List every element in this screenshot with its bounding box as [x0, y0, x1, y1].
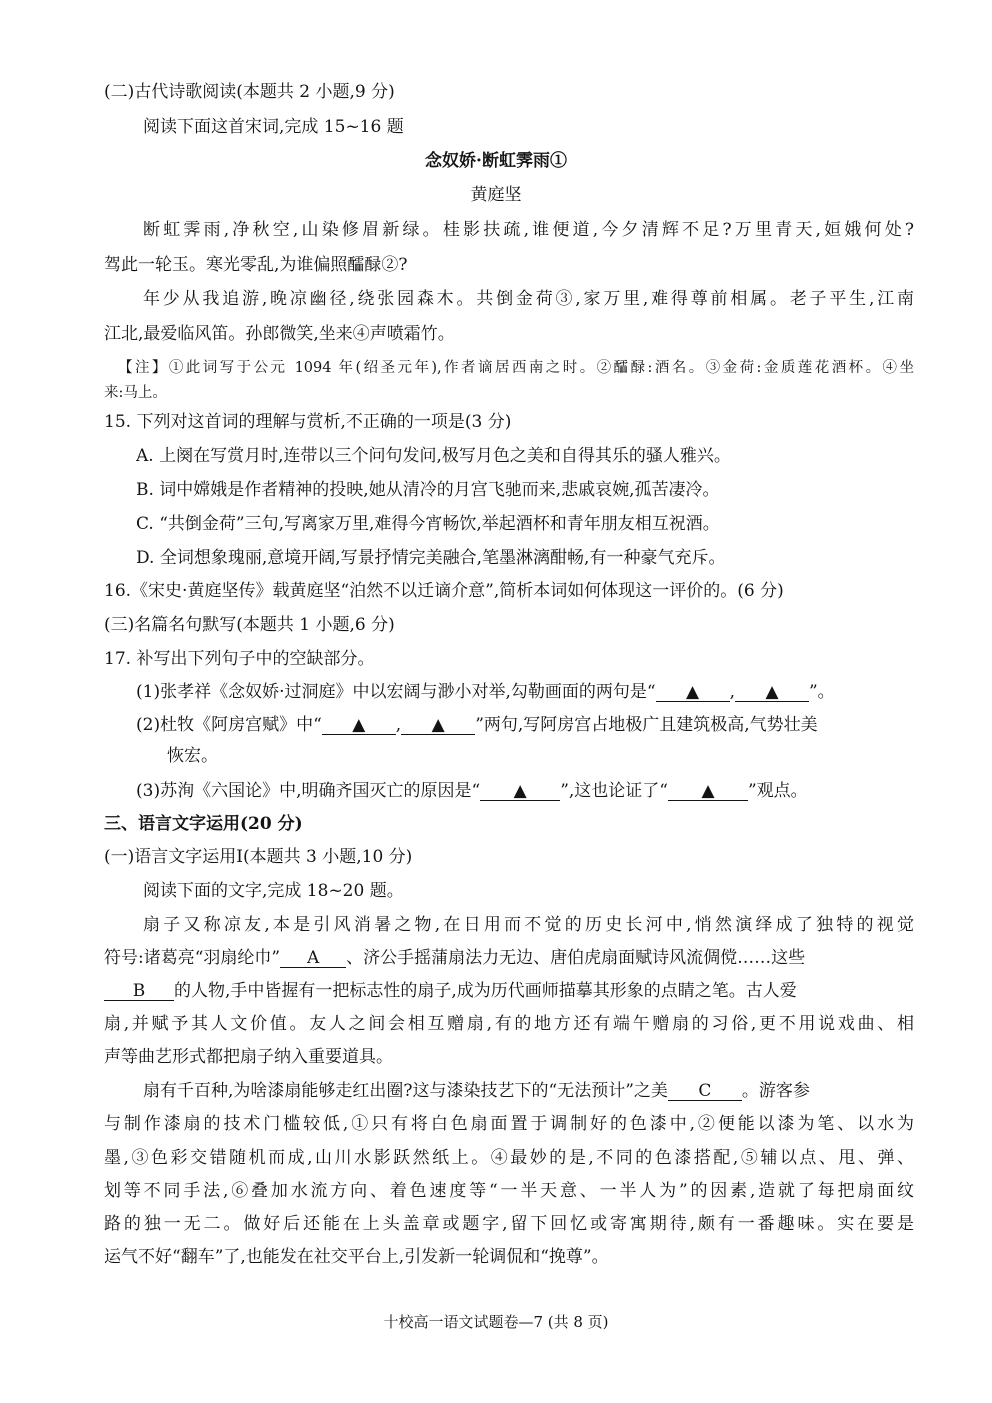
question-17-item-3 [136, 780, 922, 802]
answer-blank[interactable]: ▲ [656, 683, 730, 702]
passage-blank-b[interactable]: B [104, 982, 174, 1001]
item-3-mid: ”,这也论证了“ [560, 781, 668, 801]
notes-line: 来:马上。 [104, 385, 167, 401]
question-17-item-2 [136, 714, 922, 736]
question-17-item-1 [136, 681, 922, 703]
question-15-option-b: B. 词中嫦娥是作者精神的投映,她从清冷的月宫飞驰而来,悲戚哀婉,孤苦凄冷。 [136, 480, 720, 500]
question-15-option-a: A. 上阕在写赏月时,连带以三个问句发问,极写月色之美和自得其乐的骚人雅兴。 [136, 446, 731, 466]
part3-heading: 三、语言文字运用(20 分) [104, 814, 303, 834]
passage-line: 扇子又称凉友,本是引风消暑之物,在日用而不觉的历史长河中,悄然演绎成了独特的视觉 [143, 915, 914, 935]
passage-line: 与制作漆扇的技术门槛较低,①只有将白色扇面置于调制好的色漆中,②便能以漆为笔、以水为 [104, 1114, 914, 1134]
poem-title: 念奴娇·断虹霁雨① [425, 151, 567, 171]
passage-line [104, 947, 922, 969]
passage-line: 扇,并赋予其人文价值。友人之间会相互赠扇,有的地方还有端午赠扇的习俗,更不用说戏曲、相 [104, 1014, 914, 1034]
passage-blank-a[interactable]: A [280, 949, 346, 968]
question-17-item-2-continued: 恢宏。 [167, 746, 218, 766]
part3-sub-heading: (一)语言文字运用Ⅰ(本题共 3 小题,10 分) [104, 847, 413, 867]
poem-line: 驾此一轮玉。寒光零乱,为谁偏照醽醁②? [104, 255, 408, 275]
question-16: 16.《宋史·黄庭坚传》载黄庭坚“泊然不以迁谪介意”,简析本词如何体现这一评价的。(6 分) [104, 581, 784, 601]
item-2-end: ”两句,写阿房宫占地极广且建筑极高,气势壮美 [475, 715, 818, 735]
poem-line: 断虹霁雨,净秋空,山染修眉新绿。桂影扶疏,谁便道,今夕清辉不足?万里青天,姮娥何处? [143, 220, 914, 240]
passage-line: 运气不好“翻车”了,也能发在社交平台上,引发新一轮调侃和“挽尊”。 [104, 1247, 609, 1267]
reading-instruction: 阅读下面的文字,完成 18~20 题。 [143, 881, 404, 901]
passage-blank-c[interactable]: C [668, 1082, 742, 1101]
item-2-text: (2)杜牧《阿房宫赋》中“ [136, 715, 322, 735]
passage-line [143, 1080, 922, 1102]
passage-line: 路的独一无二。做好后还能在上头盖章或题字,留下回忆或寄寓期待,颇有一番趣味。实在要是 [104, 1214, 914, 1234]
answer-blank[interactable]: ▲ [735, 683, 809, 702]
item-3-end: ”观点。 [747, 781, 808, 801]
passage-text: 。游客参 [741, 1081, 810, 1101]
item-1-text: (1)张孝祥《念奴娇·过洞庭》中以宏阔与渺小对举,勾勒画面的两句是“ [136, 682, 656, 702]
notes-line: 【注】①此词写于公元 1094 年(绍圣元年),作者谪居西南之时。②醽醁:酒名。③金荷:金质莲花酒杯。④坐 [118, 360, 914, 376]
poem-author: 黄庭坚 [470, 185, 522, 205]
item-1-end: ”。 [808, 682, 835, 702]
question-15-option-c: C. “共倒金荷”三句,写离家万里,难得今宵畅饮,举起酒杯和青年朋友相互祝酒。 [136, 514, 720, 534]
question-15-option-d: D. 全词想象瑰丽,意境开阔,写景抒情完美融合,笔墨淋漓酣畅,有一种豪气充斥。 [136, 548, 726, 568]
item-3-text: (3)苏洵《六国论》中,明确齐国灭亡的原因是“ [136, 781, 481, 801]
passage-line: 划等不同手法,⑥叠加水流方向、着色速度等“一半天意、一半人为”的因素,造就了每把扇面纹 [104, 1181, 914, 1201]
question-15-stem: 15. 下列对这首词的理解与赏析,不正确的一项是(3 分) [104, 412, 512, 432]
answer-blank[interactable]: ▲ [322, 716, 396, 735]
answer-blank[interactable]: ▲ [480, 782, 560, 801]
section3-heading: (三)名篇名句默写(本题共 1 小题,6 分) [104, 615, 395, 635]
poem-line: 年少从我追游,晚凉幽径,绕张园森木。共倒金荷③,家万里,难得尊前相属。老子平生,江南 [143, 289, 914, 309]
passage-text: 符号:诸葛亮“羽扇纶巾” [104, 948, 281, 968]
answer-blank[interactable]: ▲ [668, 782, 748, 801]
poem-line: 江北,最爱临风笛。孙郎微笑,坐来④声喷霜竹。 [104, 324, 455, 344]
passage-line: 墨,③色彩交错随机而成,山川水影跃然纸上。④最妙的是,不同的色漆搭配,⑤辅以点、甩、弹、 [104, 1148, 914, 1168]
comma: , [729, 682, 735, 702]
comma: , [395, 715, 402, 735]
passage-text: 的人物,手中皆握有一把标志性的扇子,成为历代画师描摹其形象的点睛之笔。古人爱 [174, 981, 797, 1001]
passage-text: 扇有千百种,为啥漆扇能够走红出圈?这与漆染技艺下的“无法预计”之美 [143, 1081, 668, 1101]
page-footer: 十校高一语文试题卷—7 (共 8 页) [383, 1313, 609, 1331]
passage-line: 声等曲艺形式都把扇子纳入重要道具。 [104, 1047, 393, 1067]
answer-blank[interactable]: ▲ [401, 716, 475, 735]
question-17-stem: 17. 补写出下列句子中的空缺部分。 [104, 649, 375, 669]
passage-text: 、济公手摇蒲扇法力无边、唐伯虎扇面赋诗风流倜傥……这些 [346, 948, 806, 968]
passage-line [104, 980, 922, 1002]
section2-heading: (二)古代诗歌阅读(本题共 2 小题,9 分) [104, 82, 395, 102]
poem-instruction: 阅读下面这首宋词,完成 15~16 题 [143, 117, 404, 137]
